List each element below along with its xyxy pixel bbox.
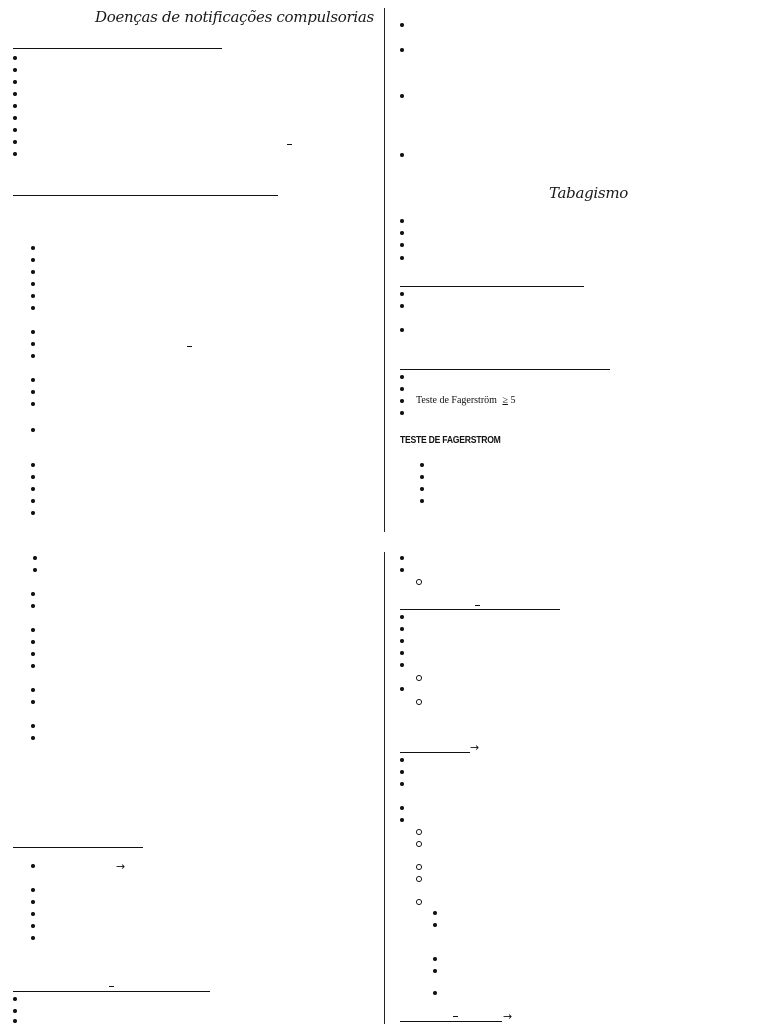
bullet-icon [400, 663, 404, 667]
bullet-icon [420, 463, 424, 467]
bullet-icon [31, 463, 35, 467]
bullet-icon [400, 568, 404, 572]
bullet-icon [13, 116, 17, 120]
hollow-bullet-icon [416, 675, 422, 681]
dash-mark [287, 144, 292, 145]
bullet-icon [13, 68, 17, 72]
section-rule [400, 369, 610, 370]
bullet-icon [400, 304, 404, 308]
bullet-icon [420, 487, 424, 491]
fagerstrom-operator: ≥ [502, 395, 508, 406]
bullet-icon [31, 592, 35, 596]
bullet-icon [13, 1019, 17, 1023]
bullet-icon [31, 688, 35, 692]
bullet-icon [400, 651, 404, 655]
hollow-bullet-icon [416, 876, 422, 882]
bullet-icon [13, 128, 17, 132]
bullet-icon [31, 628, 35, 632]
bullet-icon [31, 258, 35, 262]
hollow-bullet-icon [416, 699, 422, 705]
bullet-icon [31, 378, 35, 382]
page-divider-top [384, 8, 385, 532]
bullet-icon [31, 330, 35, 334]
bullet-icon [400, 758, 404, 762]
bullet-icon [400, 627, 404, 631]
bullet-icon [433, 957, 437, 961]
bullet-icon [31, 499, 35, 503]
fagerstrom-label: Teste de Fagerström [416, 395, 497, 406]
bullet-icon [31, 864, 35, 868]
bullet-icon [31, 246, 35, 250]
section-rule [13, 48, 222, 49]
right-arrow-icon: → [503, 1010, 513, 1023]
bullet-icon [13, 92, 17, 96]
bullet-icon [13, 140, 17, 144]
hollow-bullet-icon [416, 841, 422, 847]
hollow-bullet-icon [416, 864, 422, 870]
section-rule [400, 286, 584, 287]
bullet-icon [31, 640, 35, 644]
bullet-icon [400, 243, 404, 247]
bullet-icon [400, 770, 404, 774]
bullet-icon [31, 475, 35, 479]
bullet-icon [31, 888, 35, 892]
bullet-icon [400, 615, 404, 619]
hollow-bullet-icon [416, 829, 422, 835]
bullet-icon [31, 270, 35, 274]
bullet-icon [31, 604, 35, 608]
bullet-icon [400, 411, 404, 415]
bullet-icon [31, 936, 35, 940]
dash-mark [475, 605, 480, 606]
right-arrow-icon: → [470, 741, 480, 754]
fagerstrom-value: 5 [510, 395, 516, 406]
bullet-icon [13, 997, 17, 1001]
bullet-icon [433, 969, 437, 973]
bullet-icon [31, 402, 35, 406]
bullet-icon [400, 48, 404, 52]
bullet-icon [13, 1009, 17, 1013]
bullet-icon [400, 231, 404, 235]
bullet-icon [400, 806, 404, 810]
section-rule [400, 1021, 502, 1022]
bullet-icon [13, 152, 17, 156]
bullet-icon [31, 700, 35, 704]
section-rule [13, 847, 143, 848]
bullet-icon [31, 652, 35, 656]
bullet-icon [31, 354, 35, 358]
hollow-bullet-icon [416, 899, 422, 905]
dash-mark [453, 1016, 458, 1017]
bullet-icon [400, 328, 404, 332]
bullet-icon [400, 818, 404, 822]
page-title: Doenças de notificações compulsorias [95, 8, 374, 26]
bullet-icon [13, 104, 17, 108]
bullet-icon [33, 556, 37, 560]
fagerstrom-test-item [416, 395, 515, 407]
bullet-icon [400, 292, 404, 296]
hollow-bullet-icon [416, 579, 422, 585]
bullet-icon [31, 487, 35, 491]
bullet-icon [400, 387, 404, 391]
bullet-icon [33, 568, 37, 572]
section-title: Tabagismo [549, 184, 628, 202]
section-rule [13, 991, 210, 992]
bullet-icon [31, 306, 35, 310]
bullet-icon [31, 428, 35, 432]
bullet-icon [400, 399, 404, 403]
bullet-icon [400, 219, 404, 223]
bullet-icon [400, 639, 404, 643]
bullet-icon [400, 556, 404, 560]
bullet-icon [400, 23, 404, 27]
page-divider-bottom [384, 552, 385, 1024]
bullet-icon [31, 736, 35, 740]
bullet-icon [420, 475, 424, 479]
bullet-icon [420, 499, 424, 503]
bullet-icon [31, 342, 35, 346]
bullet-icon [433, 911, 437, 915]
bullet-icon [400, 94, 404, 98]
bullet-icon [31, 912, 35, 916]
bullet-icon [13, 56, 17, 60]
section-rule [400, 609, 560, 610]
bullet-icon [31, 924, 35, 928]
right-arrow-icon: → [116, 860, 126, 873]
bullet-icon [31, 664, 35, 668]
dash-mark [109, 986, 114, 987]
bullet-icon [433, 923, 437, 927]
bullet-icon [400, 153, 404, 157]
bullet-icon [400, 687, 404, 691]
bullet-icon [31, 294, 35, 298]
test-heading: TESTE DE FAGERSTROM [400, 434, 501, 446]
bullet-icon [400, 782, 404, 786]
bullet-icon [31, 900, 35, 904]
section-rule [13, 195, 278, 196]
dash-mark [187, 346, 192, 347]
bullet-icon [31, 390, 35, 394]
bullet-icon [31, 282, 35, 286]
bullet-icon [31, 724, 35, 728]
bullet-icon [433, 991, 437, 995]
section-rule [400, 752, 470, 753]
bullet-icon [400, 256, 404, 260]
bullet-icon [31, 511, 35, 515]
bullet-icon [13, 80, 17, 84]
bullet-icon [400, 375, 404, 379]
